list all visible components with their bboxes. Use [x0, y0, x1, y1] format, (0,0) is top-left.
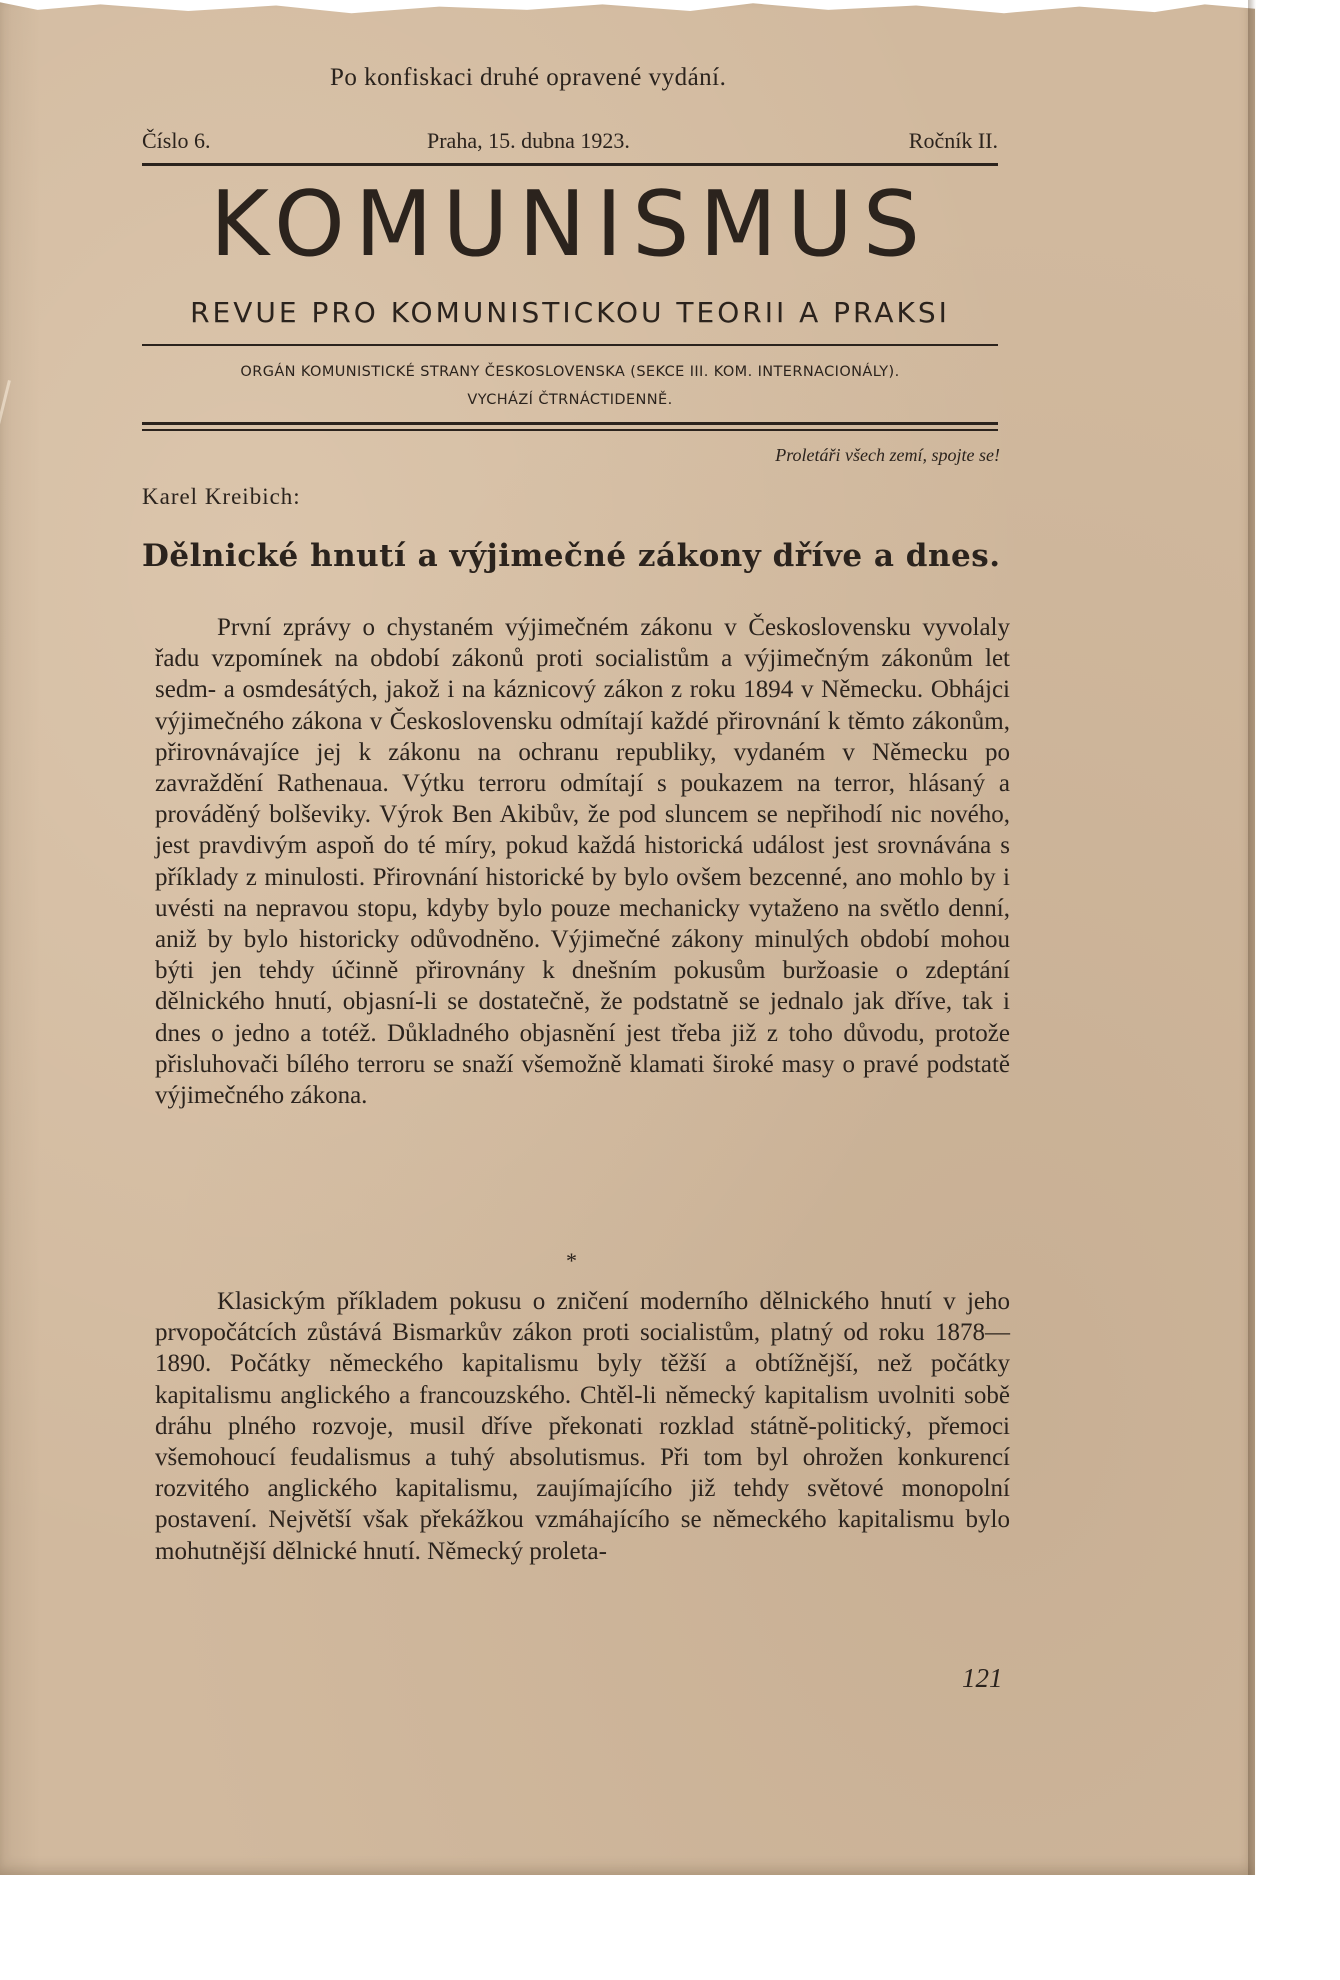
- issue-info-row: [142, 128, 998, 160]
- edition-note: Po konfiskaci druhé opravené vydání.: [330, 64, 727, 91]
- section-separator: *: [566, 1248, 577, 1273]
- article-title: Dělnické hnutí a výjimečné zákony dříve a dnes.: [142, 538, 1001, 574]
- masthead-subtitle: REVUE PRO KOMUNISTICKOU TEORII A PRAKSI: [190, 296, 950, 329]
- torn-top-edge: [0, 0, 1255, 22]
- masthead-title: KOMUNISMUS: [209, 172, 931, 277]
- subtitle-rule: [142, 344, 998, 346]
- frequency-line: VYCHÁZÍ ČTRNÁCTIDENNĚ.: [467, 392, 673, 408]
- page-number: 121: [962, 1663, 1003, 1693]
- organ-line: ORGÁN KOMUNISTICKÉ STRANY ČESKOSLOVENSKA (SEKCE III. KOM. INTERNACIONÁLY).: [240, 364, 900, 380]
- masthead-rule-bottom-2: [142, 429, 998, 431]
- place-date: Praha, 15. dubna 1923.: [427, 128, 630, 153]
- header-rule-top: [142, 163, 998, 166]
- organ-block: [142, 358, 998, 414]
- volume: Ročník II.: [908, 128, 998, 153]
- masthead-rule-bottom-1: [142, 422, 998, 425]
- issue-number: Číslo 6.: [142, 128, 211, 153]
- article-author: Karel Kreibich:: [142, 484, 301, 509]
- paper-crease: [0, 380, 11, 633]
- article-paragraph: Klasickým příkladem pokusu o zničení moderního dělnického hnutí v jeho prvopočátcích zůstává Bismarkův zákon proti socialistům, platný od roku 1878—1890. Počátky německého kapitalismu byly těžší a obtížnější, než počátky kapitalismu anglického a francouzského. Chtěl-li německý kapitalism uvolniti sobě dráhu plného rozvoje, musil dříve překonati rozklad státně-politický, přemoci všemohoucí feudalismus a tuhý absolutismus. Při tom byl ohrožen konkurencí rozvitého anglického kapitalismu, zaujímajícího již tehdy světové monopolní postavení. Největší však překážkou vzmáhajícího se německého kapitalismu bylo mohutnější dělnické hnutí. Německý proleta-: [155, 1288, 1010, 1565]
- article-paragraph: První zprávy o chystaném výjimečném zákonu v Československu vyvolaly řadu vzpomínek na období zákonů proti socialistům a výjimečným zákonům let sedm- a osmdesátých, jakož i na káznicový zákon z roku 1894 v Německu. Obhájci výjimečného zákona v Československu odmítají každé přirovnání k těmto zákonům, přirovnávajíce jej k zákonu na ochranu republiky, vydaném v Německu po zavraždění Rathenaua. Výtku terroru odmítají s poukazem na terror, hlásaný a prováděný bolševiky. Výrok Ben Akibův, že pod sluncem se nepřihodí nic nového, jest pravdivým aspoň do té míry, pokud každá historická událost jest srovnávána s příklady z minulosti. Přirovnání historické by bylo ovšem bezcenné, ano mohlo by i uvésti na nepravou stopu, kdyby bylo pouze mechanicky vytaženo na světlo denní, aniž by bylo historicky odůvodněno. Výjimečné zákony minulých období mohou býti jen tehdy účinně přirovnány k dnešním pokusům buržoasie o zdeptání dělnického hnutí, objasní-li se dostatečně, že podstatně se jednalo jak dříve, tak i dnes o jedno a totéž. Důkladného objasnění jest třeba již z toho důvodu, protože přisluhovači bílého terroru se snaží všemožně klamati široké masy o pravé podstatě výjimečného zákona.: [155, 614, 1010, 1110]
- motto: Proletáři všech zemí, spojte se!: [775, 445, 1000, 465]
- page-edge-shadow: [1248, 0, 1256, 1875]
